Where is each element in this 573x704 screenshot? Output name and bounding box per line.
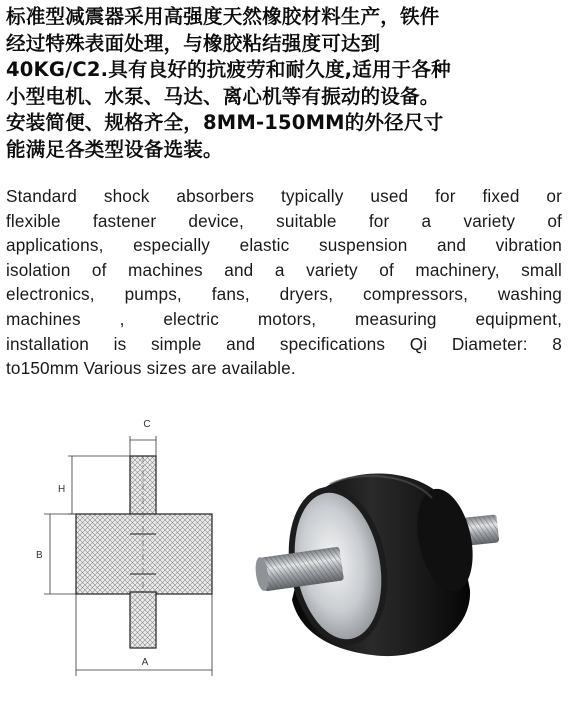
english-line-1: Standard shock absorbers typically used for fixed or (6, 186, 562, 206)
bottom-stud (130, 592, 156, 648)
chinese-line-3: 40KG/C2.具有良好的抗疲劳和耐久度,适用于各种 (6, 58, 451, 81)
english-line-2: flexible fastener device, suitable for a variety of (6, 210, 562, 231)
rubber-body-section (76, 514, 212, 594)
dimension-drawing (36, 419, 212, 676)
chinese-description (6, 4, 566, 163)
chinese-line-4: 小型电机、水泵、马达、离心机等有振动的设备。 (6, 84, 440, 108)
chinese-line-1: 标准型减震器采用高强度天然橡胶材料生产，铁件 (6, 5, 440, 28)
dim-label-a: A (141, 657, 149, 668)
english-line-8: to150mm Various sizes are available. (6, 358, 296, 379)
dim-label-c: C (143, 419, 151, 430)
english-line-5: electronics, pumps, fans, dryers, compressors, washing (6, 284, 562, 305)
product-photo (254, 473, 500, 656)
product-figure (0, 400, 573, 704)
chinese-line-6: 能满足各类型设备选装。 (6, 137, 223, 161)
english-line-3: applications, especially elastic suspension and vibration (6, 235, 562, 256)
english-line-4: isolation of machines and a variety of machinery, small (6, 259, 562, 280)
chinese-line-5: 安装简便、规格齐全，8MM-150MM的外径尺寸 (6, 111, 444, 134)
chinese-line-2: 经过特殊表面处理，与橡胶粘结强度可达到 (6, 31, 381, 55)
english-line-6: machines , electric motors, measuring equipment, (6, 308, 562, 329)
dim-label-b: B (36, 550, 43, 561)
english-line-7: installation is simple and specifications Qi Diameter: 8 (6, 333, 562, 354)
english-description (6, 184, 562, 381)
dim-label-h: H (58, 484, 66, 495)
product-figure-svg (0, 400, 573, 704)
